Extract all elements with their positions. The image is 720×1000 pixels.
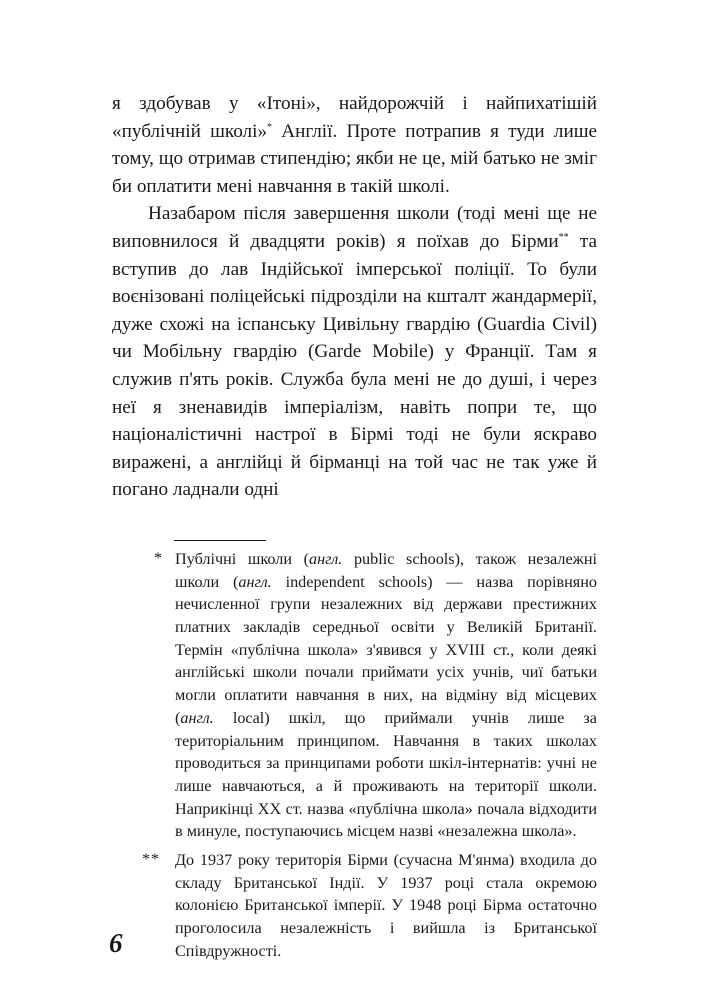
paragraph-1-tail: Англії. Проте потрапив я туди лише тому, що отримав стипендію; якби не це, мій батько не зміг би оплатити мені навчання в такій школі. <box>112 120 597 197</box>
footnote-1-text-d: local) шкіл, що приймали учнів лише за територіальним принципом. Навчання в таких школах проводиться за принципами роботи шкіл-інтернатів: учні не лише навчаються, а й проживають на території школи. Наприкінці XX ст. назва «публічна школа» почала відходити в минуле, поступаючись місцем назві «незалежна школа». <box>175 708 597 841</box>
footnote-ref-1: * <box>267 121 273 133</box>
page-content <box>112 90 597 969</box>
paragraph-2-text: Назабаром після завершення школи (тоді мені ще не виповнилося й двадцяти років) я поїхав до Бірми <box>112 203 597 252</box>
paragraph-2 <box>112 200 597 504</box>
footnote-ref-2: ** <box>558 231 569 243</box>
footnote-1-abbr-1: англ. <box>309 549 343 568</box>
main-text <box>112 90 597 504</box>
footnote-1-text-c: independent schools) — назва порівняно нечисленної групи незалежних від держави престижних платних закладів середньої освіти у Великій Британії. Термін «публічна школа» з'явився у XVIII ст., коли деякі англійські школи почали приймати усіх учнів, чиї батьки могли оплатити навчання в них, на відміну від місцевих ( <box>175 572 597 727</box>
footnote-1-mark: * <box>154 549 163 567</box>
footnotes <box>142 548 597 963</box>
footnote-1 <box>154 548 597 843</box>
paragraph-2-tail: та вступив до лав Індійської імперської поліції. То були воєнізовані поліцейські підрозділи на кшталт жандармерії, дуже схожі на іспанську Цивільну гвардію (Guardia Civil) чи Мобільну гвардію (Garde Mobile) у Франції. Там я служив п'ять років. Служба була мені не до душі, і через неї я зненавидів імперіалізм, навіть попри те, що націоналістичні настрої в Бірмі тоді не були яскраво виражені, а англійці й бірманці на той час не так уже й погано ладнали одні <box>112 230 597 501</box>
footnote-1-abbr-3: англ. <box>180 708 214 727</box>
footnote-2-mark: ** <box>142 851 160 869</box>
footnote-divider <box>174 540 266 541</box>
footnote-1-text-b: public schools), також незалежні школи ( <box>175 549 597 591</box>
footnote-2-text: До 1937 року територія Бірми (сучасна М'янма) входила до складу Британської Індії. У 1937 році стала окремою колонією Британської імперії. У 1948 році Бірма остаточно проголосила незалежність і вийшла із Британської Співдружності. <box>175 851 597 960</box>
page-number: 6 <box>109 928 123 958</box>
paragraph-1-text: я здобував у «Ітоні», найдорожчій і найпихатішій «публічній школі» <box>112 93 597 142</box>
paragraph-1 <box>112 90 597 200</box>
footnote-1-text-a: Публічні школи ( <box>175 549 310 568</box>
footnote-1-abbr-2: англ. <box>238 572 272 591</box>
footnote-2 <box>142 849 597 963</box>
